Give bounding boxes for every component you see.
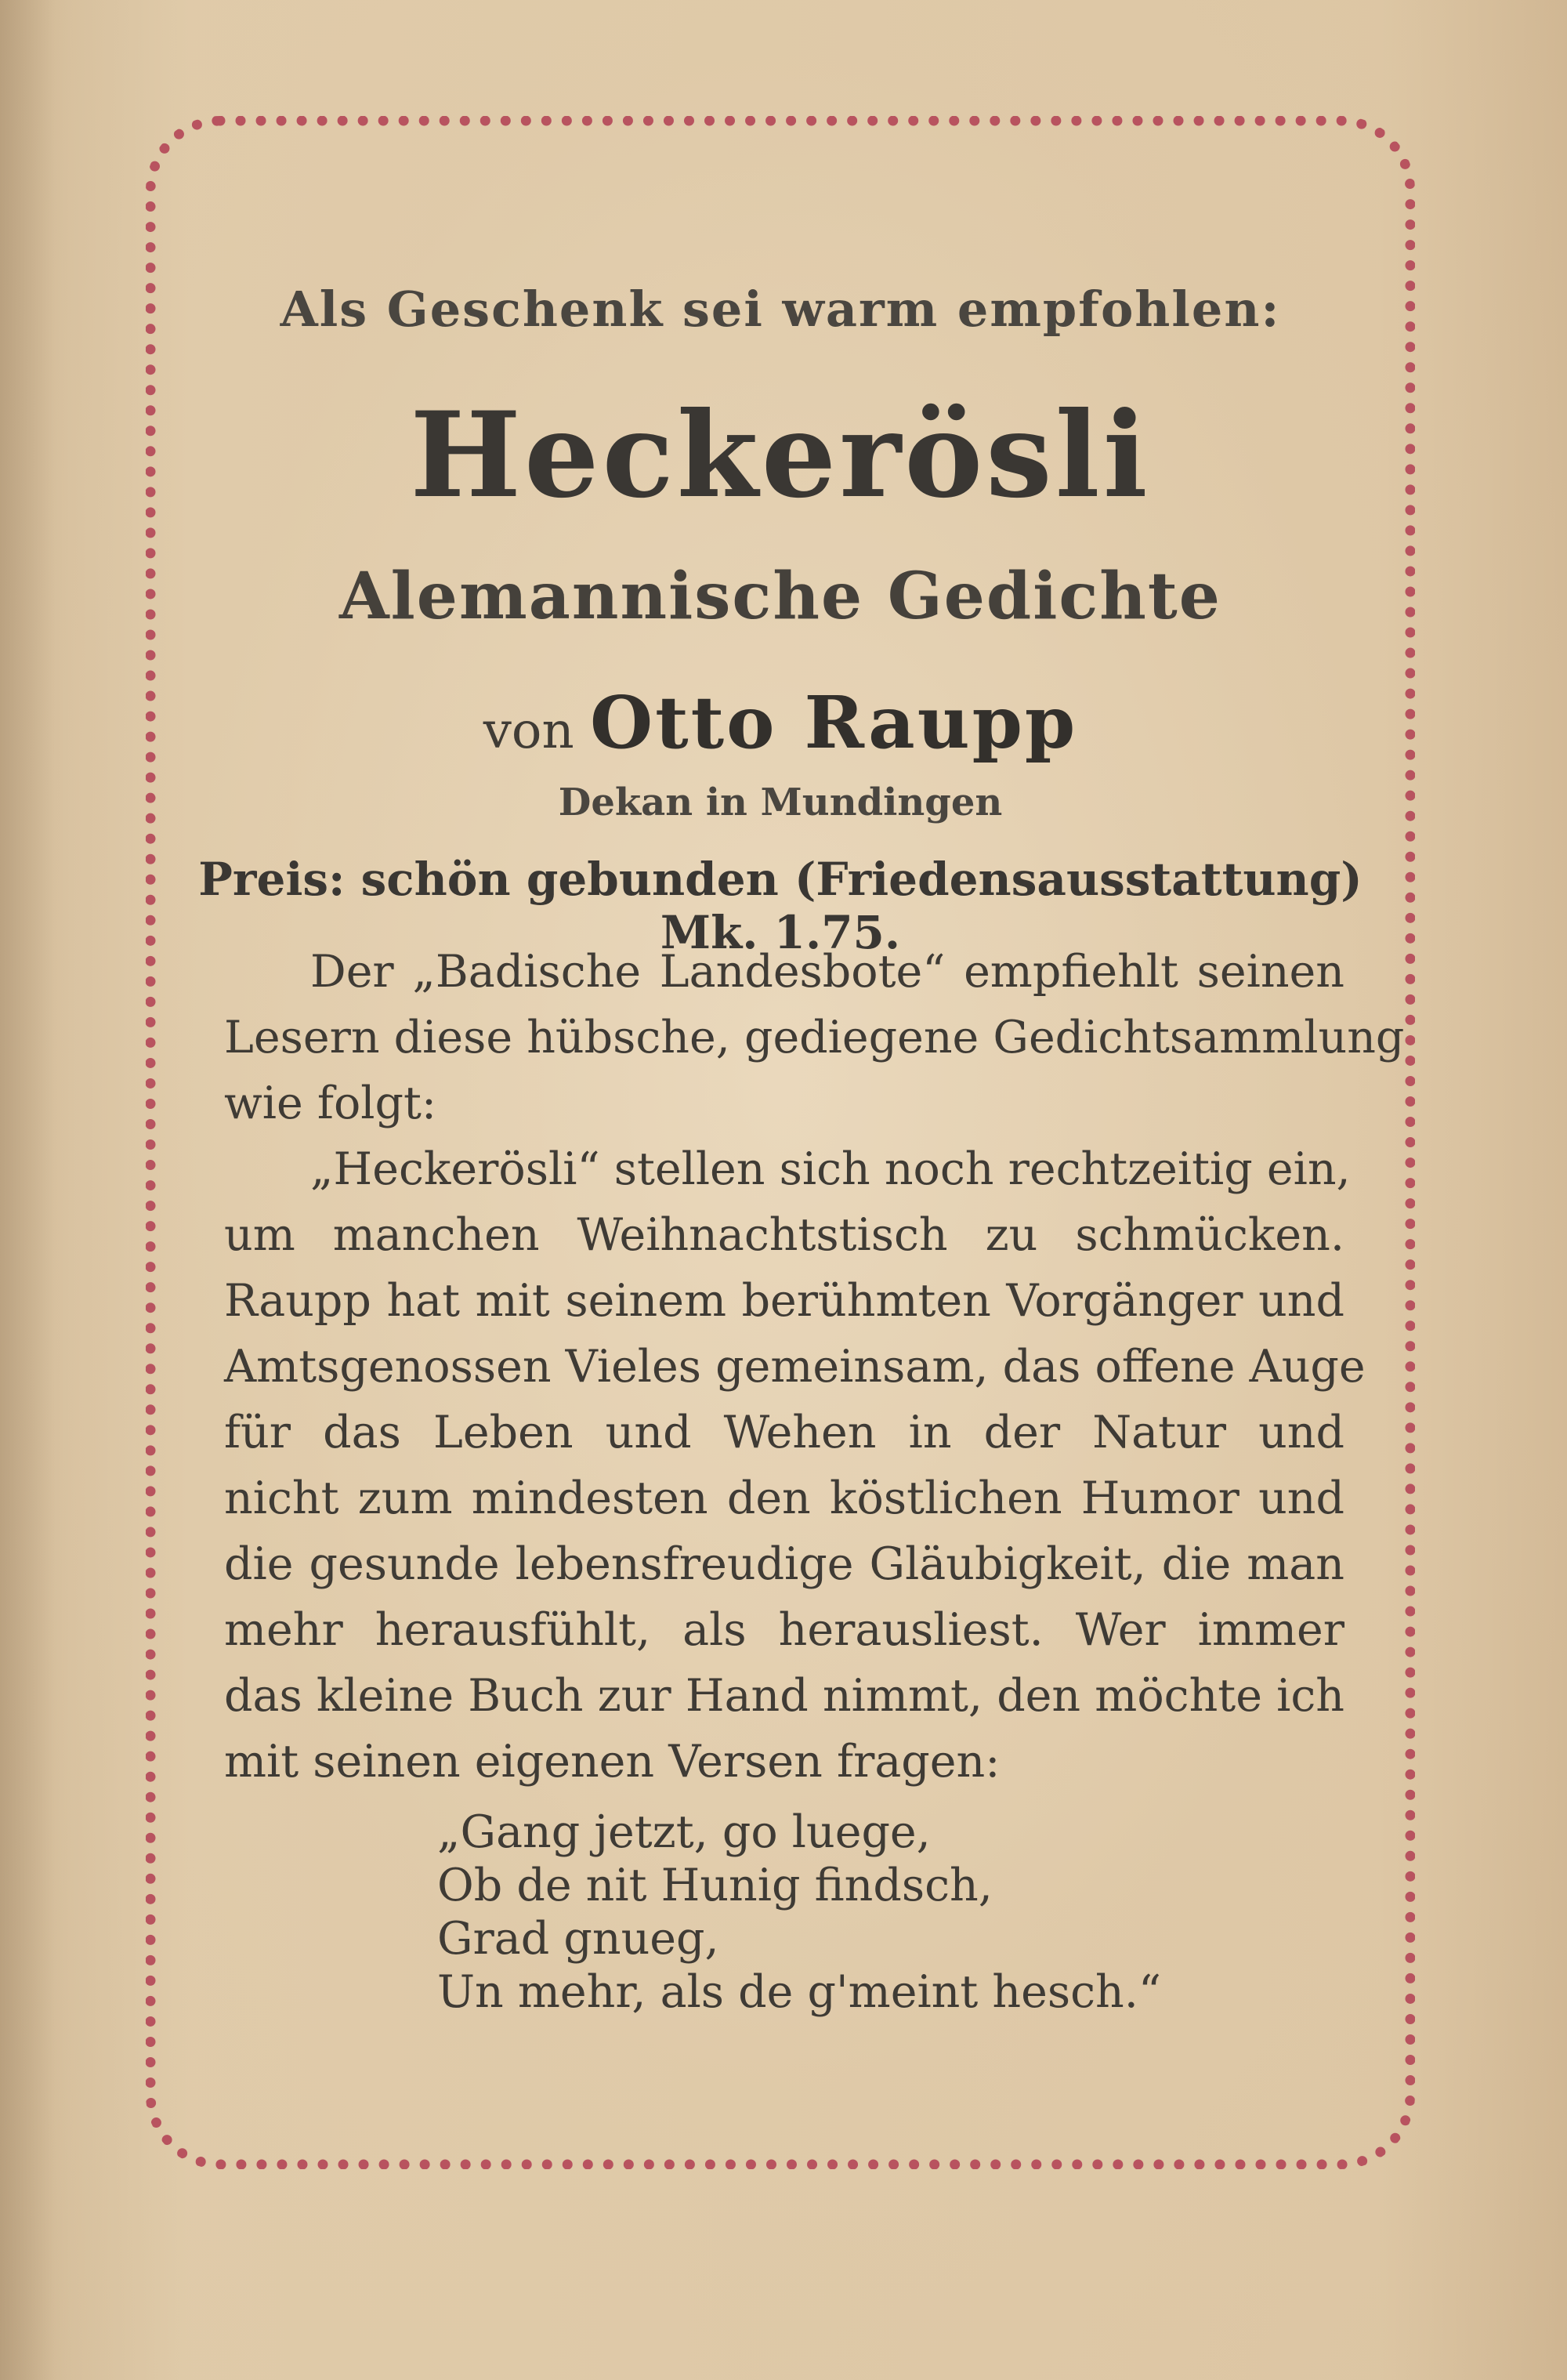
- verse-line: Grad gnueg,: [437, 1913, 719, 1965]
- body-line: wie folgt:: [224, 1078, 437, 1129]
- body-line: Lesern diese hübsche, gediegene Gedichtsammlung: [224, 1012, 1405, 1063]
- body-line: das kleine Buch zur Hand nimmt, den möchte ich: [224, 1670, 1344, 1722]
- verse-line: „Gang jetzt, go luege,: [437, 1806, 931, 1858]
- book-title: Heckerösli: [410, 386, 1151, 524]
- body-line: für das Leben und Wehen in der Natur und: [224, 1407, 1344, 1458]
- body-line: Der „Badische Landesbote“ empfiehlt seinen: [310, 946, 1344, 998]
- byline: [146, 680, 1415, 765]
- body-line: die gesunde lebensfreudige Gläubigkeit, die man: [224, 1538, 1344, 1590]
- verse-line: Ob de nit Hunig findsch,: [437, 1860, 993, 1911]
- body-line: nicht zum mindesten den köstlichen Humor und: [224, 1473, 1344, 1524]
- review-text: [224, 939, 1405, 1795]
- body-line: „Heckerösli“ stellen sich noch rechtzeitig ein,: [310, 1143, 1351, 1195]
- body-line: Raupp hat mit seinem berühmten Vorgänger und: [224, 1275, 1344, 1327]
- page-edge-shadow: [0, 0, 55, 2380]
- body-line: mehr herausfühlt, als herausliest. Wer immer: [224, 1604, 1344, 1656]
- body-line: mit seinen eigenen Versen fragen:: [224, 1736, 1001, 1788]
- verse-line: Un mehr, als de g'meint hesch.“: [437, 1966, 1161, 2018]
- intro-line: Als Geschenk sei warm empfohlen:: [280, 281, 1281, 338]
- author-title: Dekan in Mundingen: [558, 781, 1003, 824]
- quoted-verse: [437, 1806, 1161, 2019]
- book-subtitle: Alemannische Gedichte: [339, 559, 1221, 634]
- body-line: Amtsgenossen Vieles gemeinsam, das offene Auge: [224, 1341, 1366, 1393]
- body-line: um manchen Weihnachtstisch zu schmücken.: [224, 1209, 1344, 1261]
- price-line: Preis: schön gebunden (Friedensausstattung) Mk. 1.75.: [198, 853, 1363, 959]
- byline-by: von: [483, 702, 574, 760]
- advertisement-page: [146, 116, 1415, 2169]
- author-name: Otto Raupp: [590, 680, 1078, 765]
